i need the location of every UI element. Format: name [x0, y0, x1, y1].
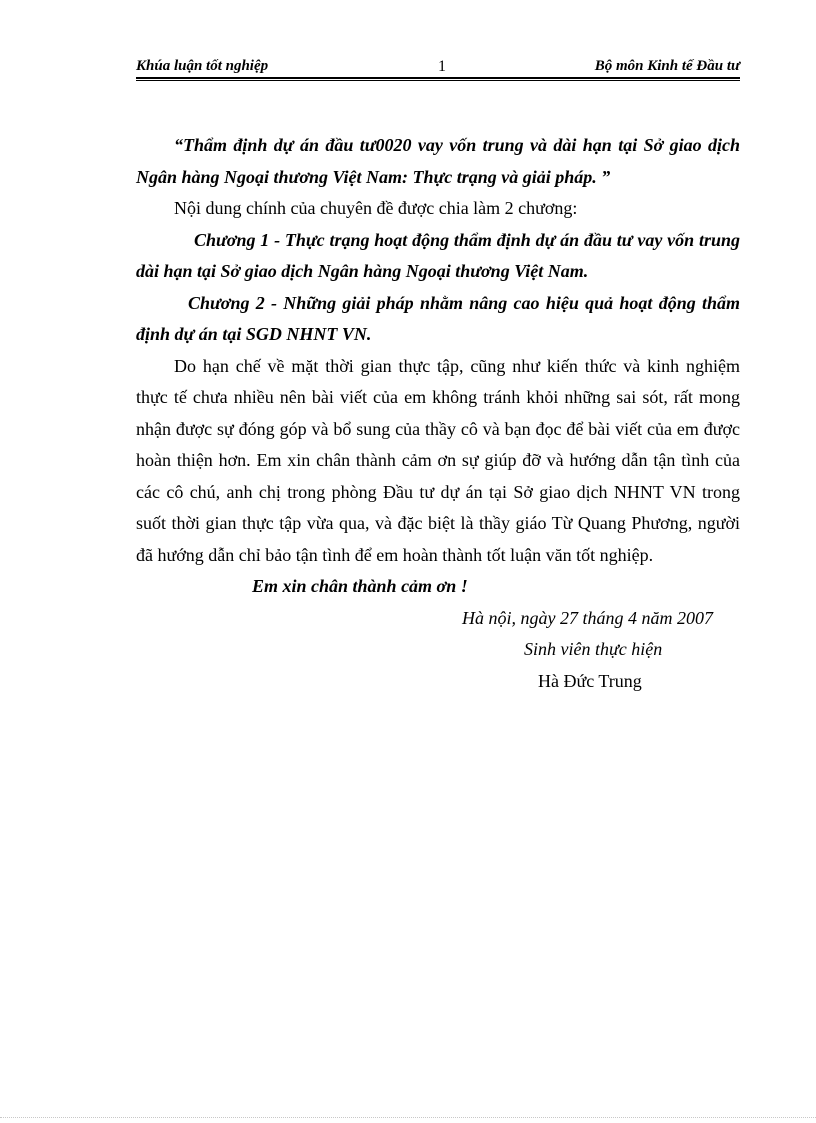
- content-intro: Nội dung chính của chuyên đề được chia làm 2 chương:: [174, 198, 578, 218]
- signature-date: Hà nội, ngày 27 tháng 4 năm 2007: [462, 607, 713, 628]
- thesis-title: “Thẩm định dự án đầu tư0020 vay vốn trung và dài hạn tại Sở giao dịch Ngân hàng Ngoại thương Việt Nam: Thực trạng và giải pháp. ”: [136, 135, 740, 187]
- page-header: [136, 58, 740, 78]
- header-department-label: Bộ môn Kinh tế Đầu tư: [594, 58, 740, 74]
- chapter-1-summary: Chương 1 - Thực trạng hoạt động thẩm định dự án đầu tư vay vốn trung dài hạn tại Sở giao dịch Ngân hàng Ngoại thương Việt Nam.: [136, 229, 740, 281]
- page-number: 1: [438, 58, 446, 75]
- header-divider-thick: [136, 77, 740, 79]
- thanks-line: Em xin chân thành cảm ơn !: [252, 576, 468, 596]
- acknowledgement-paragraph: Do hạn chế về mặt thời gian thực tập, cũng như kiến thức và kinh nghiệm thực tế chưa nhiều nên bài viết của em không tránh khỏi những sai sót, rất mong nhận được sự đóng góp và bổ sung của thầy cô và bạn đọc để bài viết của em được hoàn thiện hơn. Em xin chân thành cảm ơn sự giúp đỡ và hướng dẫn tận tình của các cô chú, anh chị trong phòng Đầu tư dự án tại Sở giao dịch NHNT VN trong suốt thời gian thực tập vừa qua, và đặc biệt là thầy giáo Từ Quang Phương, người đã hướng dẫn chỉ bảo tận tình để em hoàn thành tốt luận văn tốt nghiệp.: [136, 355, 740, 565]
- header-thesis-label: Khúa luận tốt nghiệp: [136, 58, 269, 74]
- signature-name: Hà Đức Trung: [538, 670, 642, 691]
- header-divider-thin: [136, 80, 740, 81]
- signature-role: Sinh viên thực hiện: [524, 639, 663, 659]
- chapter-2-summary: Chương 2 - Những giải pháp nhằm nâng cao hiệu quả hoạt động thẩm định dự án tại SGD NHNT VN.: [136, 292, 740, 344]
- document-body: [136, 130, 740, 697]
- page-bottom-edge: [0, 1117, 816, 1118]
